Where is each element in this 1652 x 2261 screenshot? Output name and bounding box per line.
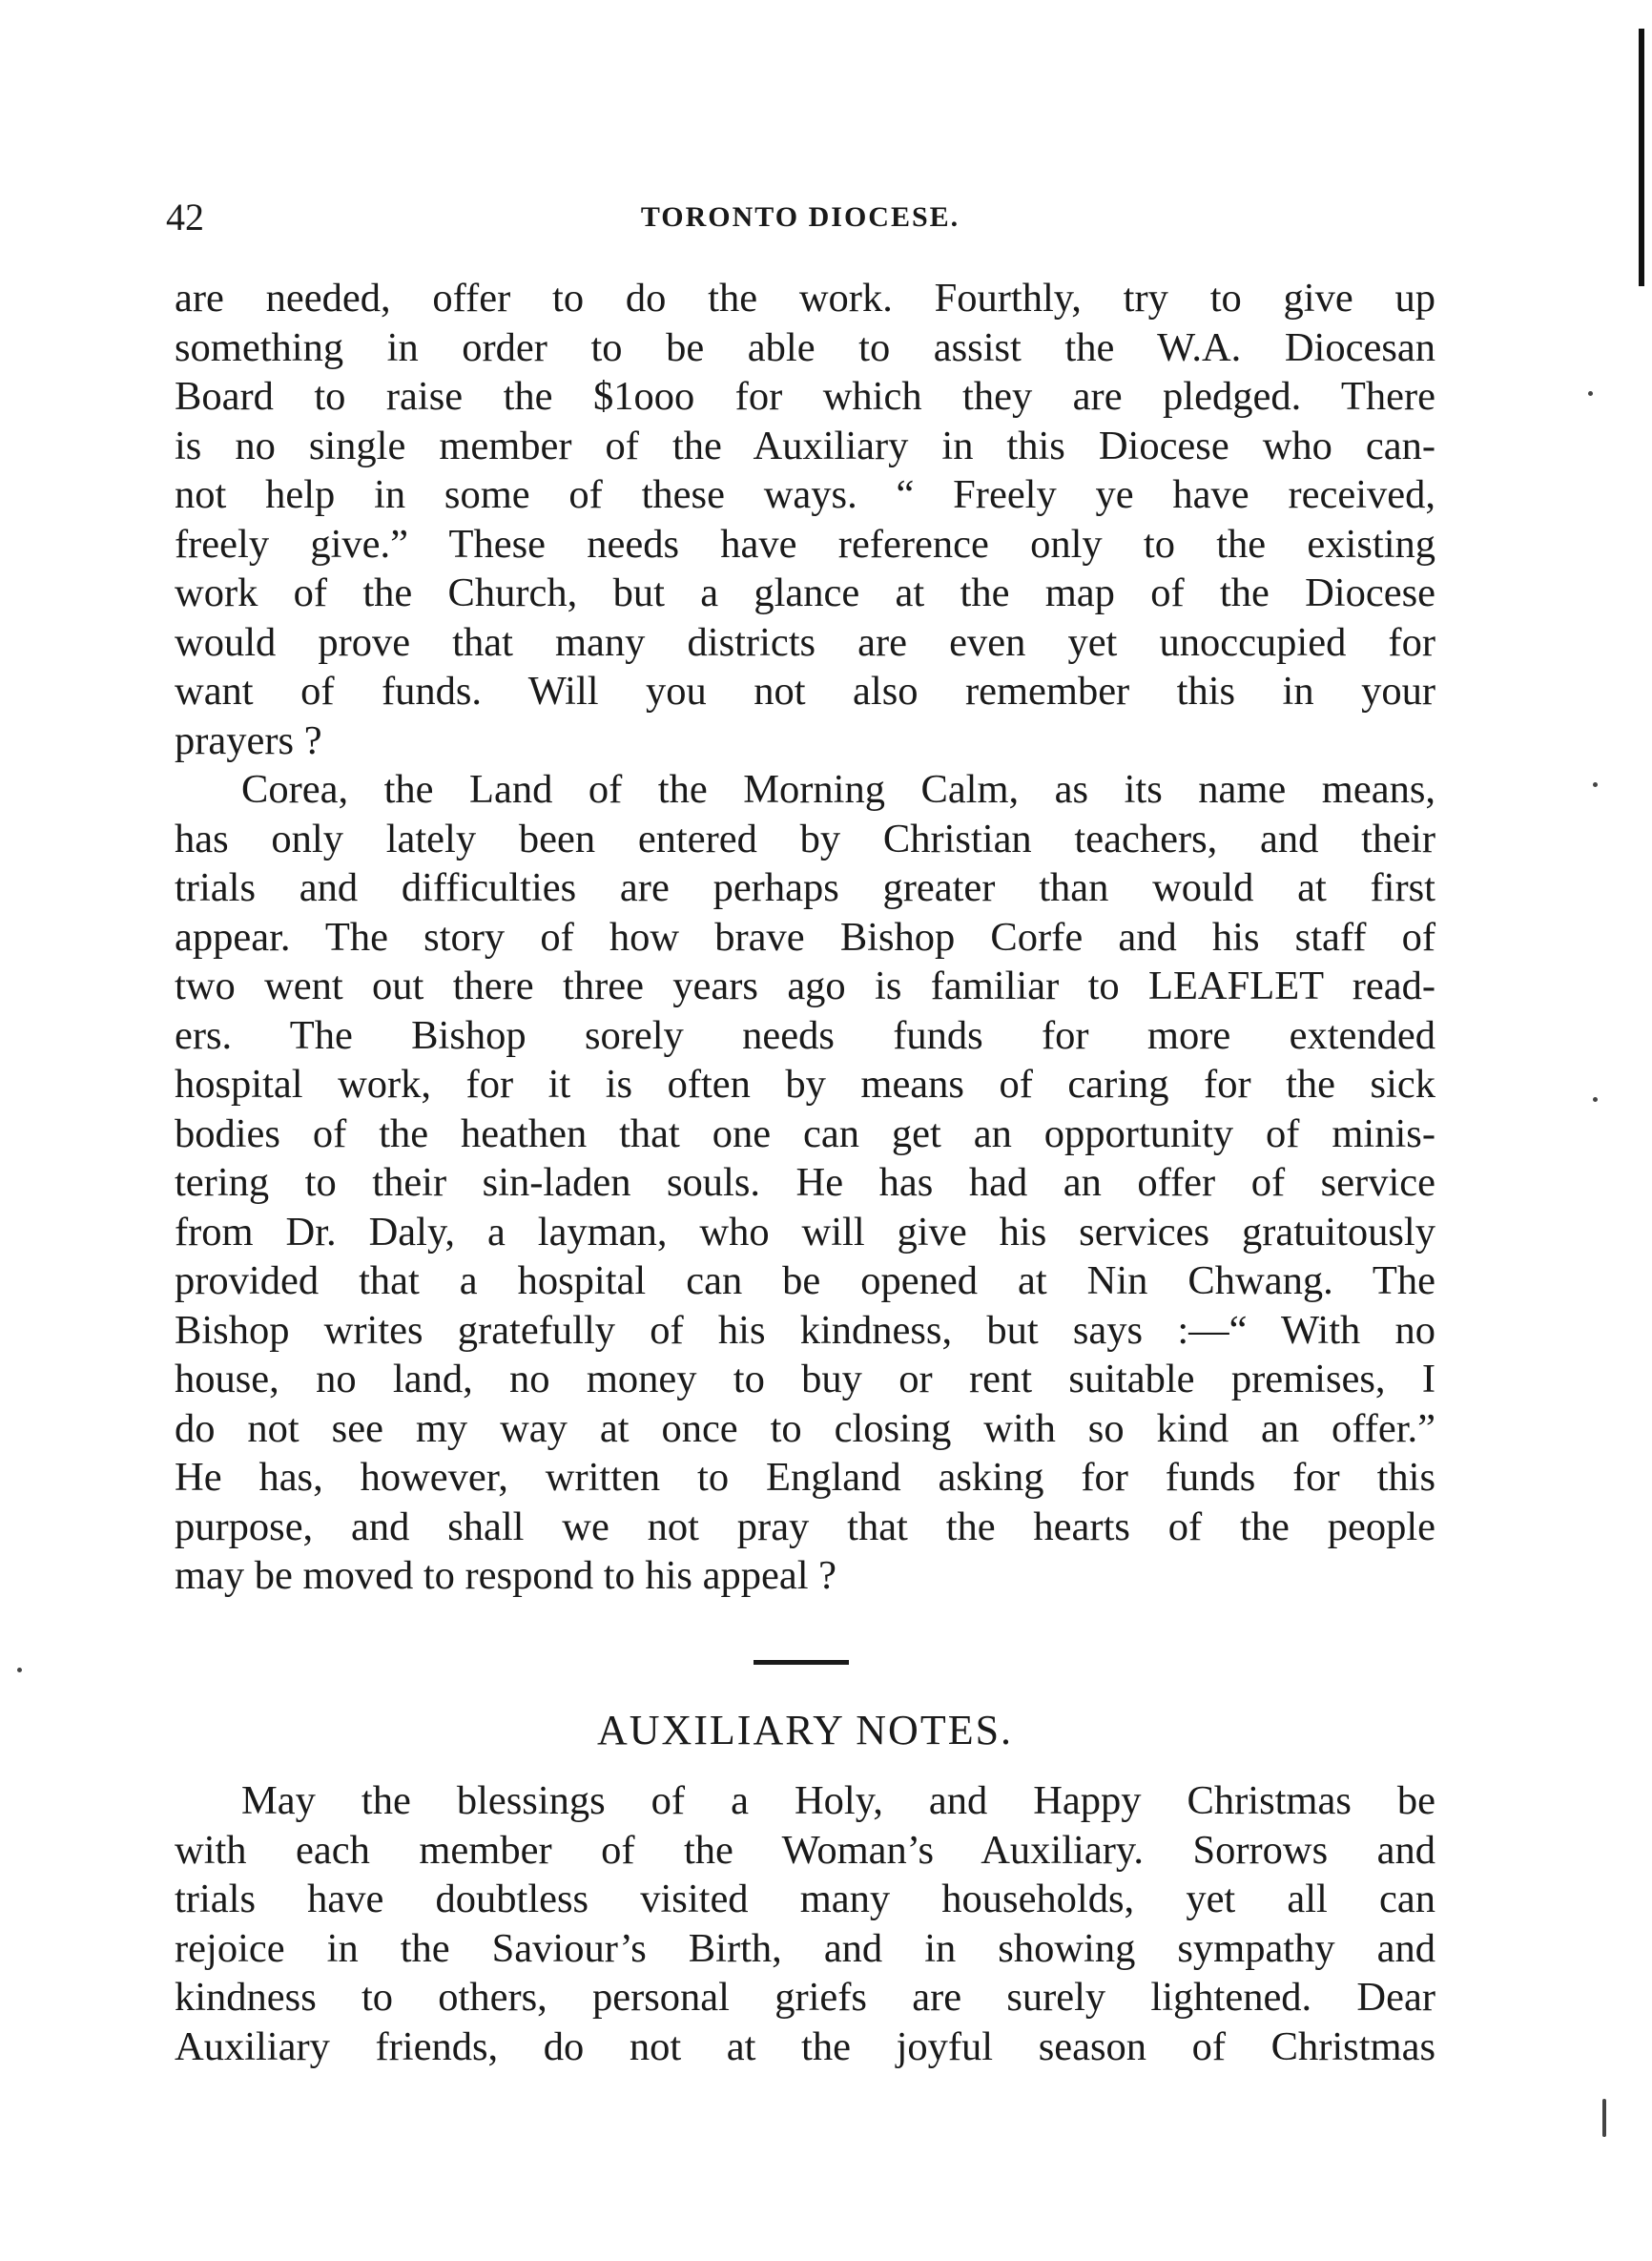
text-line: from Dr. Daly, a layman, who will give his services gratuitously: [175, 1209, 1435, 1255]
text-line: has only lately been entered by Christian teachers, and their: [175, 816, 1435, 861]
text-line: prayers ?: [175, 717, 322, 763]
text-line: May the blessings of a Holy, and Happy Christmas be: [241, 1778, 1435, 1823]
text-line: provided that a hospital can be opened at Nin Chwang. The: [175, 1258, 1435, 1303]
text-line: do not see my way at once to closing with so kind an offer.”: [175, 1405, 1435, 1451]
text-line: work of the Church, but a glance at the map of the Diocese: [175, 570, 1435, 615]
text-line: freely give.” These needs have reference only to the existing: [175, 521, 1435, 567]
text-line: kindness to others, personal griefs are surely lightened. Dear: [175, 1975, 1435, 2020]
text-line: hospital work, for it is often by means of caring for the sick: [175, 1062, 1435, 1107]
scan-speck: [1588, 391, 1593, 396]
main-text: [175, 274, 1435, 1601]
text-line: house, no land, no money to buy or rent suitable premises, I: [175, 1357, 1435, 1401]
text-line: with each member of the Woman’s Auxiliary. Sorrows and: [175, 1827, 1435, 1873]
scan-speck: [1593, 782, 1598, 787]
text-line: ers. The Bishop sorely needs funds for more extended: [175, 1012, 1435, 1058]
text-line: not help in some of these ways. “ Freely ye have received,: [175, 472, 1435, 517]
section-divider: [754, 1660, 849, 1665]
paragraph-1: [175, 274, 1435, 765]
section-text: [175, 1776, 1435, 2071]
text-line: something in order to be able to assist the W.A. Diocesan: [175, 324, 1435, 370]
text-line: may be moved to respond to his appeal ?: [175, 1553, 836, 1598]
scan-edge-mark: [1639, 29, 1644, 286]
page-number: 42: [166, 196, 204, 239]
scan-speck: [1602, 2099, 1606, 2137]
text-line: trials and difficulties are perhaps greater than would at first: [175, 865, 1435, 910]
scan-speck: [17, 1668, 22, 1672]
paragraph-2: [175, 765, 1435, 1601]
text-line: bodies of the heathen that one can get an opportunity of minis-: [175, 1110, 1435, 1156]
text-line: Bishop writes gratefully of his kindness, but says :—“ With no: [175, 1307, 1435, 1353]
text-line: appear. The story of how brave Bishop Corfe and his staff of: [175, 914, 1435, 960]
text-line: trials have doubtless visited many households, yet all can: [175, 1877, 1435, 1921]
paragraph-3: [175, 1776, 1435, 2071]
text-line: purpose, and shall we not pray that the hearts of the people: [175, 1504, 1435, 1549]
text-line: Board to raise the $1ooo for which they are pledged. There: [175, 374, 1435, 419]
text-line: Corea, the Land of the Morning Calm, as its name means,: [241, 767, 1435, 812]
text-line: He has, however, written to England asking for funds for this: [175, 1455, 1435, 1500]
section-heading: AUXILIARY NOTES.: [596, 1707, 1014, 1753]
text-line: tering to their sin-laden souls. He has had an offer of service: [175, 1160, 1435, 1205]
text-line: Auxiliary friends, do not at the joyful season of Christmas: [175, 2023, 1435, 2069]
text-line: rejoice in the Saviour’s Birth, and in showing sympathy and: [175, 1925, 1435, 1971]
running-head: TORONTO DIOCESE.: [640, 201, 960, 233]
text-line: would prove that many districts are even yet unoccupied for: [175, 619, 1435, 665]
text-line: two went out there three years ago is familiar to LEAFLET read-: [175, 964, 1435, 1008]
text-line: are needed, offer to do the work. Fourthly, try to give up: [175, 276, 1435, 321]
text-line: is no single member of the Auxiliary in this Diocese who can-: [175, 423, 1435, 468]
page-header: [166, 189, 1435, 246]
scan-speck: [1593, 1097, 1598, 1102]
text-line: want of funds. Will you not also remember this in your: [175, 669, 1435, 714]
